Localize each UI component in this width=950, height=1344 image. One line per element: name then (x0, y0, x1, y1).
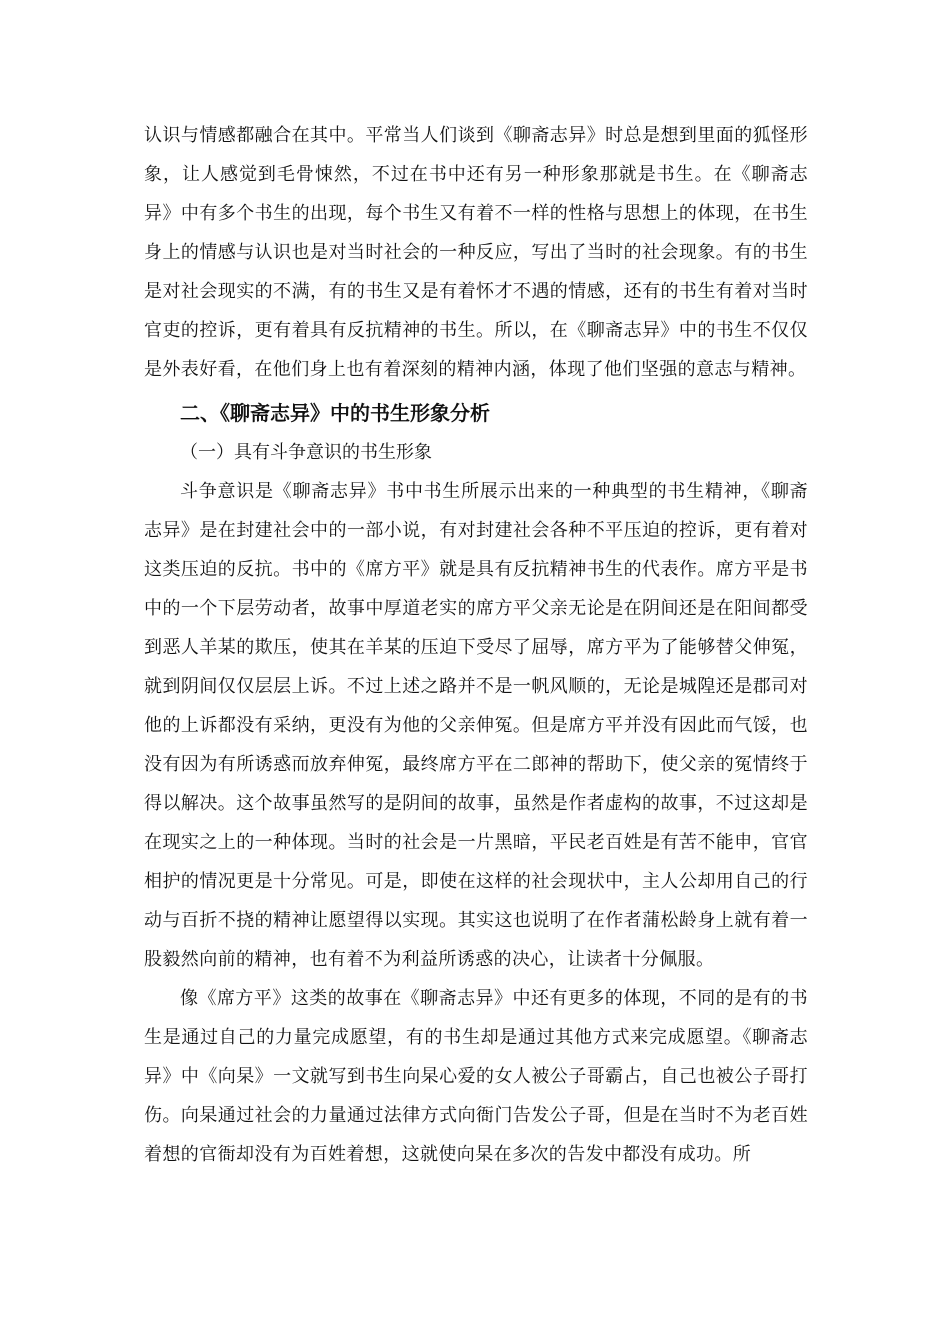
body-paragraph-1: 斗争意识是《聊斋志异》书中书生所展示出来的一种典型的书生精神，《聊斋志异》是在封建社会中的一部小说，有对封建社会各种不平压迫的控诉，更有着对这类压迫的反抗。书中的《席方平》就是具有反抗精神书生的代表作。席方平是书中的一个下层劳动者，故事中厚道老实的席方平父亲无论是在阴间还是在阳间都受到恶人羊某的欺压，使其在羊某的压迫下受尽了屈辱，席方平为了能够替父伸冤，就到阴间仅仅层层上诉。不过上述之路并不是一帆风顺的，无论是城隍还是郡司对他的上诉都没有采纳，更没有为他的父亲伸冤。但是席方平并没有因此而气馁，也没有因为有所诱惑而放弃伸冤，最终席方平在二郎神的帮助下，使父亲的冤情终于得以解决。这个故事虽然写的是阴间的故事，虽然是作者虚构的故事，不过这却是在现实之上的一种体现。当时的社会是一片黑暗，平民老百姓是有苦不能申，官官相护的情况更是十分常见。可是，即使在这样的社会现状中，主人公却用自己的行动与百折不挠的精神让愿望得以实现。其实这也说明了在作者蒲松龄身上就有着一股毅然向前的精神，也有着不为利益所诱惑的决心，让读者十分佩服。 (144, 481, 808, 970)
document-body (144, 116, 808, 1174)
body-paragraph-2: 像《席方平》这类的故事在《聊斋志异》中还有更多的体现，不同的是有的书生是通过自己的力量完成愿望，有的书生却是通过其他方式来完成愿望。《聊斋志异》中《向杲》一文就写到书生向杲心爱的女人被公子哥霸占，自己也被公子哥打伤。向杲通过社会的力量通过法律方式向衙门告发公子哥，但是在当时不为老百姓着想的官衙却没有为百姓着想，这就使向杲在多次的告发中都没有成功。所 (144, 988, 808, 1165)
intro-paragraph-tail: 认识与情感都融合在其中。平常当人们谈到《聊斋志异》时总是想到里面的狐怪形象，让人感觉到毛骨悚然，不过在书中还有另一种形象那就是书生。在《聊斋志异》中有多个书生的出现，每个书生又有着不一样的性格与思想上的体现，在书生身上的情感与认识也是对当时社会的一种反应，写出了当时的社会现象。有的书生是对社会现实的不满，有的书生又是有着怀才不遇的情感，还有的书生有着对当时官吏的控诉，更有着具有反抗精神的书生。所以，在《聊斋志异》中的书生不仅仅是外表好看，在他们身上也有着深刻的精神内涵，体现了他们坚强的意志与精神。 (144, 125, 808, 380)
subsection-heading: （一）具有斗争意识的书生形象 (180, 442, 432, 463)
section-heading: 二、《聊斋志异》中的书生形象分析 (180, 401, 490, 425)
